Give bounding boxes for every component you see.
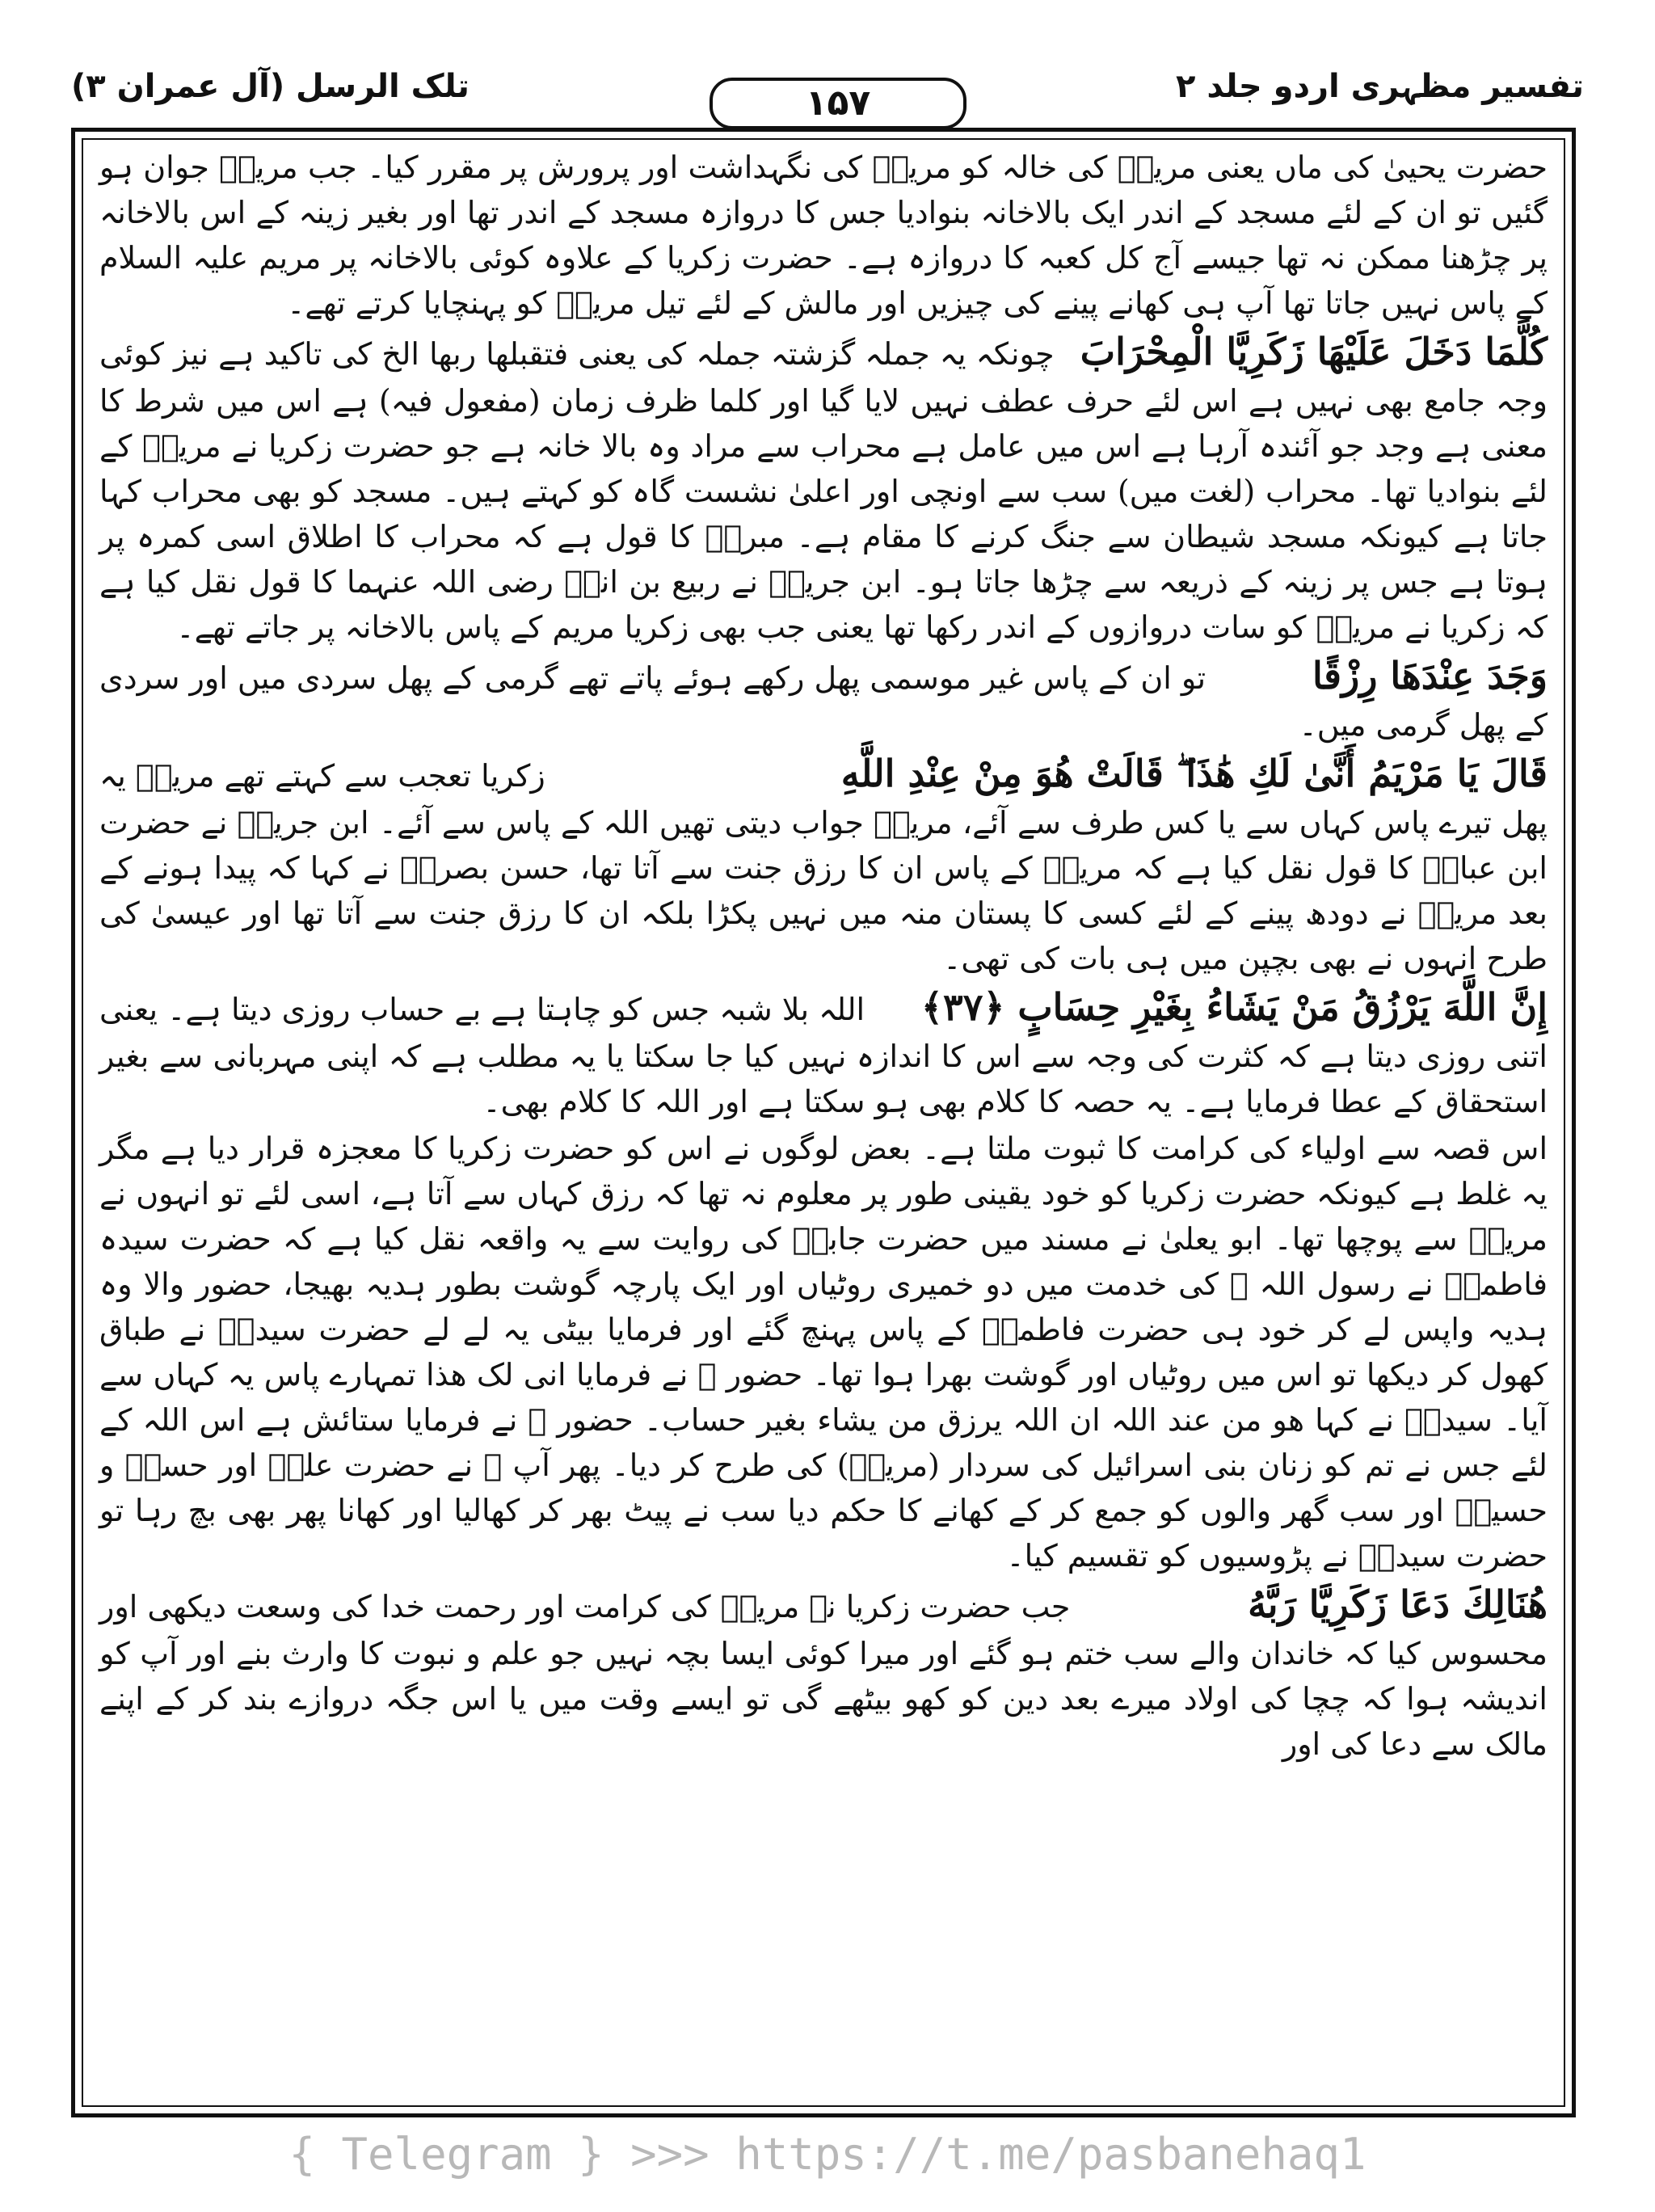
verse-line (99, 651, 1548, 701)
paragraph: وجہ جامع بھی نہیں ہے اس لئے حرف عطف نہیں لایا گیا اور کلما ظرف زمان (مفعول فیہ) ہے اس میں شرط کا معنی ہے وجد جو آئندہ آرہا ہے اس میں عامل ہے محراب سے مراد وہ بالا خانہ ہے جو حضرت زکریا نے مریمؑ کے لئے بنوادیا تھا۔ محراب (لغت میں) سب سے اونچی اور اعلیٰ نشست گاہ کو کہتے ہیں۔ مسجد کو بھی محراب کہا جاتا ہے کیونکہ مسجد شیطان سے جنگ کرنے کا مقام ہے۔ مبردؒ کا قول ہے کہ محراب کا اطلاق اسی کمرہ پر ہوتا ہے جس پر زینہ کے ذریعہ سے چڑھا جاتا ہو۔ ابن جریرؒ نے ربیع بن انسؓ رضی اللہ عنہما کا قول نقل کیا ہے کہ زکریا نے مریمؑ کو سات دروازوں کے اندر رکھا تھا یعنی جب بھی زکریا مریم کے پاس بالاخانہ پر جاتے تھے۔ (99, 383, 1548, 645)
verse-translation: تو ان کے پاس غیر موسمی پھل رکھے ہوئے پاتے تھے گرمی کے پھل سردی میں اور سردی (99, 660, 1207, 696)
page-content (99, 145, 1548, 2102)
quran-verse: إِنَّ اللَّهَ يَرْزُقُ مَنْ يَشَاءُ بِغَيْرِ حِسَابٍ ﴿۳۷﴾ (921, 985, 1548, 1029)
quran-verse: قَالَ يَا مَرْيَمُ أَنَّىٰ لَكِ هَٰذَا ۖ قَالَتْ هُوَ مِنْ عِنْدِ اللَّهِ (840, 752, 1548, 795)
telegram-watermark: { Telegram } >>> https://t.me/pasbanehaq1 (288, 2129, 1367, 2180)
paragraph: حضرت یحییٰ کی ماں یعنی مریمؑ کی خالہ کو مریمؑ کی نگہداشت اور پرورش پر مقرر کیا۔ جب مریمؑ جوان ہو گئیں تو ان کے لئے مسجد کے اندر ایک بالاخانہ بنوادیا جس کا دروازہ مسجد کے اندر تھا اور بغیر زینہ کے اس بالاخانہ پر چڑھنا ممکن نہ تھا جیسے آج کل کعبہ کا دروازہ ہے۔ حضرت زکریا کے علاوہ کوئی بالاخانہ پر مریم علیہ السلام کے پاس نہیں جاتا تھا آپ ہی کھانے پینے کی چیزیں اور مالش کے لئے تیل مریمؑ کو پہنچایا کرتے تھے۔ (99, 150, 1548, 321)
quran-verse: كُلَّمَا دَخَلَ عَلَيْهَا زَكَرِيَّا الْمِحْرَابَ (1080, 330, 1548, 373)
verse-line (99, 327, 1548, 377)
verse-line (99, 983, 1548, 1032)
verse-translation: چونکہ یہ جملہ گزشتہ جملہ کی یعنی فتقبلها ربها الخ کی تاکید ہے نیز کوئی (99, 336, 1055, 372)
page-frame (71, 128, 1576, 2117)
verse-translation: زکریا تعجب سے کہتے تھے مریمؑ یہ (99, 758, 545, 794)
paragraph: محسوس کیا کہ خاندان والے سب ختم ہو گئے اور میرا کوئی ایسا بچہ نہیں جو علم و نبوت کا وارث بنے اور آپ کو اندیشہ ہوا کہ چچا کی اولاد میرے بعد دین کو کھو بیٹھے گی تو ایسے وقت میں یا اس جگہ دروازے بند کر کے اپنے مالک سے دعا کی اور (99, 1636, 1548, 1762)
section-title: تلک الرسل (آل عمران ۳) (71, 68, 470, 105)
verse-line (99, 1580, 1548, 1629)
quran-verse: وَجَدَ عِنْدَهَا رِزْقًا (1312, 654, 1548, 697)
page-number: ۱۵۷ (710, 78, 966, 129)
verse-translation: اللہ بلا شبہ جس کو چاہتا ہے بے حساب روزی دیتا ہے۔ یعنی (99, 992, 865, 1027)
paragraph: کے پھل گرمی میں۔ (1299, 707, 1548, 743)
verse-line (99, 749, 1548, 798)
paragraph: اتنی روزی دیتا ہے کہ کثرت کی وجہ سے اس کا اندازہ نہیں کیا جا سکتا یا یہ مطلب ہے کہ اپنی مہربانی سے بغیر استحقاق کے عطا فرمایا ہے۔ یہ حصہ کا کلام بھی ہو سکتا ہے اور اللہ کا کلام بھی۔ (99, 1039, 1548, 1119)
quran-verse: هُنَالِكَ دَعَا زَكَرِيَّا رَبَّهُ (1248, 1582, 1548, 1626)
paragraph: اس قصہ سے اولیاء کی کرامت کا ثبوت ملتا ہے۔ بعض لوگوں نے اس کو حضرت زکریا کا معجزہ قرار دیا ہے مگر یہ غلط ہے کیونکہ حضرت زکریا کو خود یقینی طور پر معلوم نہ تھا کہ رزق کہاں سے آتا ہے، اسی لئے تو انہوں نے مریمؑ سے پوچھا تھا۔ ابو یعلیٰ نے مسند میں حضرت جابرؓ کی روایت سے یہ واقعہ نقل کیا ہے کہ حضرت سیدہ فاطمہؓ نے رسول اللہ ﷺ کی خدمت میں دو خمیری روٹیاں اور ایک پارچہ گوشت بطور ہدیہ بھیجا، حضور والا وہ ہدیہ واپس لے کر خود ہی حضرت فاطمہؓ کے پاس پہنچ گئے اور فرمایا بیٹی یہ لے لے حضرت سیدہؓ نے طباق کھول کر دیکھا تو اس میں روٹیاں اور گوشت بھرا ہوا تھا۔ حضور ﷺ نے فرمایا انی لک ھذا تمہارے پاس یہ کہاں سے آیا۔ سیدہؓ نے کہا ھو من عند اللہ ان اللہ یرزق من یشاء بغیر حساب۔ حضور ﷺ نے فرمایا ستائش ہے اس اللہ کے لئے جس نے تم کو زنان بنی اسرائیل کی سردار (مریمؑ) کی طرح کر دیا۔ پھر آپ ﷺ نے حضرت علیؓ اور حسنؓ و حسینؓ اور سب گھر والوں کو جمع کر کے کھانے کا حکم دیا سب نے پیٹ بھر کر کھالیا اور کھانا پھر بھی بچ رہا تو حضرت سیدہؓ نے پڑوسیوں کو تقسیم کیا۔ (99, 1131, 1548, 1574)
book-title: تفسیر مظہری اردو جلد ۲ (1176, 68, 1584, 105)
page-header (71, 68, 1584, 124)
paragraph: پھل تیرے پاس کہاں سے یا کس طرف سے آئے، مریمؑ جواب دیتی تھیں اللہ کے پاس سے آئے۔ ابن جریرؒ نے حضرت ابن عباسؓ کا قول نقل کیا ہے کہ مریمؑ کے پاس ان کا رزق جنت سے آتا تھا، حسن بصریؒ نے کہا کہ پیدا ہونے کے بعد مریمؑ نے دودھ پینے کے لئے کسی کا پستان منہ میں نہیں پکڑا بلکہ ان کا رزق جنت سے آتا تھا اور عیسیٰ کی طرح انہوں نے بھی بچپن میں ہی بات کی تھی۔ (99, 805, 1548, 976)
verse-translation: جب حضرت زکریا نے مریمؑ کی کرامت اور رحمت خدا کی وسعت دیکھی اور (99, 1589, 1071, 1624)
